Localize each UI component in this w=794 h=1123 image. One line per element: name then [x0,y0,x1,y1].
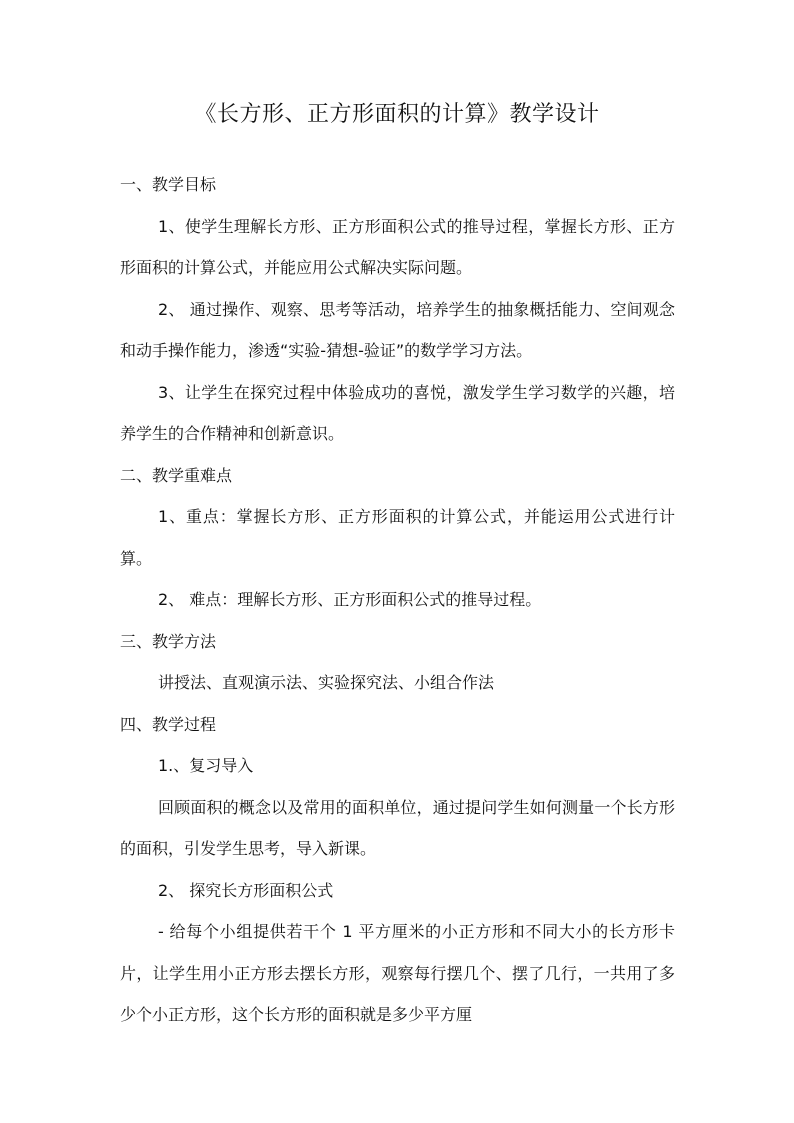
process-step-1-heading: 1.、复习导入 [158,756,254,775]
section-heading-key-points: 二、教学重难点 [120,465,233,485]
key-point-paragraph-2: 2、 难点：理解长方形、正方形面积公式的推导过程。 [158,590,542,609]
key-point-paragraph-1: 1、重点：掌握长方形、正方形面积的计算公式，并能运用公式进行计算。 [120,507,675,568]
methods-paragraph: 讲授法、直观演示法、实验探究法、小组合作法 [158,673,495,692]
process-step-2-heading: 2、 探究长方形面积公式 [158,880,334,900]
process-step-2-paragraph: - 给每个小组提供若干个 1 平方厘米的小正方形和不同大小的长方形卡片，让学生用小正方形去摆长方形，观察每行摆几个、摆了几行，一共用了多少个小正方形，这个长方形的面积就是多少平方厘 [120,922,675,1024]
document-body [120,164,675,1036]
objective-paragraph-3: 3、让学生在探究过程中体验成功的喜悦，激发学生学习数学的兴趣，培养学生的合作精神和创新意识。 [120,382,675,443]
process-step-1-paragraph: 回顾面积的概念以及常用的面积单位，通过提问学生如何测量一个长方形的面积，引发学生思考，导入新课。 [120,797,675,858]
section-heading-methods: 三、教学方法 [120,631,217,651]
objective-paragraph-2: 2、 通过操作、观察、思考等活动，培养学生的抽象概括能力、空间观念和动手操作能力，渗透“实验-猜想-验证”的数学学习方法。 [120,299,675,360]
section-heading-objectives: 一、教学目标 [120,175,217,194]
document-title: 《长方形、正方形面积的计算》教学设计 [194,102,600,127]
objective-paragraph-1: 1、使学生理解长方形、正方形面积公式的推导过程，掌握长方形、正方形面积的计算公式，并能应用公式解决实际问题。 [120,216,675,277]
section-heading-process: 四、教学过程 [120,714,217,734]
